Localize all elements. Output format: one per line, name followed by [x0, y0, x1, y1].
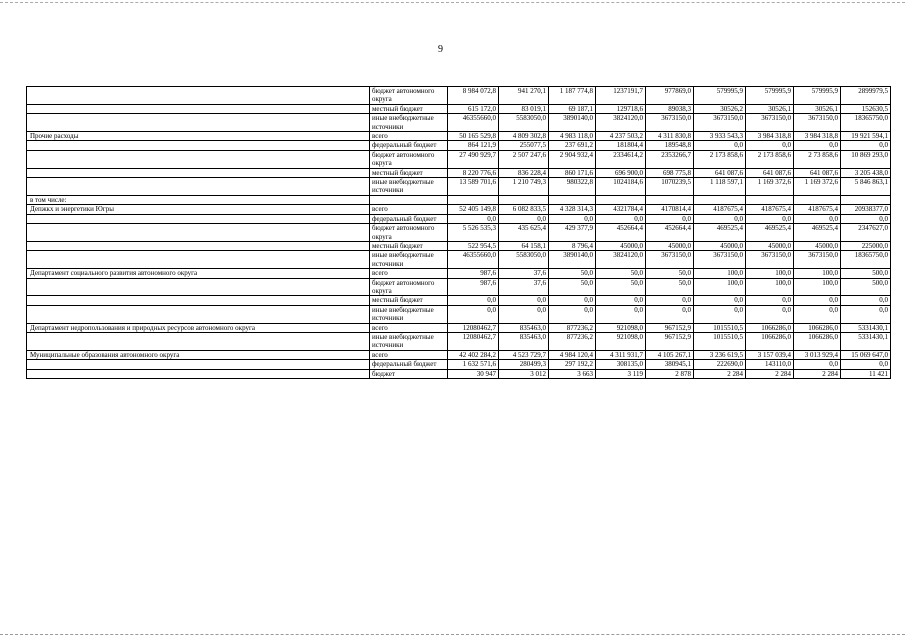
- value-cell: 4 983 118,0: [549, 132, 596, 141]
- value-cell: [596, 195, 646, 204]
- value-cell: 877236,2: [549, 323, 596, 332]
- value-cell: 100,0: [746, 269, 794, 278]
- value-cell: 0,0: [596, 214, 646, 223]
- value-cell: 2 904 932,4: [549, 150, 596, 168]
- value-cell: 977869,0: [646, 87, 694, 105]
- value-cell: 452664,4: [596, 224, 646, 242]
- value-cell: 380945,1: [646, 360, 694, 369]
- table-row: [27, 150, 891, 168]
- value-cell: 0,0: [794, 305, 841, 323]
- value-cell: 4 984 120,4: [549, 350, 596, 359]
- value-cell: 579995,9: [694, 87, 746, 105]
- value-cell: 1 632 571,6: [448, 360, 499, 369]
- value-cell: 0,0: [448, 214, 499, 223]
- table-row: [27, 360, 891, 369]
- value-cell: 30526,1: [746, 104, 794, 113]
- value-cell: 1 187 774,8: [549, 87, 596, 105]
- value-cell: 4 809 302,8: [499, 132, 549, 141]
- funding-source-cell: иные внебюджетные источники: [370, 114, 448, 132]
- value-cell: 46355660,0: [448, 251, 499, 269]
- value-cell: 0,0: [694, 141, 746, 150]
- value-cell: 3673150,0: [794, 114, 841, 132]
- value-cell: 469525,4: [694, 224, 746, 242]
- table-row: [27, 114, 891, 132]
- value-cell: 522 954,5: [448, 241, 499, 250]
- value-cell: 3673150,0: [694, 251, 746, 269]
- value-cell: 280499,3: [499, 360, 549, 369]
- bottom-border-line: [0, 634, 905, 635]
- funding-source-cell: всего: [370, 323, 448, 332]
- row-name-cell: [27, 141, 370, 150]
- row-name-cell: [27, 369, 370, 378]
- value-cell: 1066286,0: [746, 323, 794, 332]
- funding-source-cell: бюджет автономного округа: [370, 87, 448, 105]
- table-row: [27, 332, 891, 350]
- table-row: [27, 104, 891, 113]
- row-name-cell: [27, 251, 370, 269]
- value-cell: 0,0: [694, 296, 746, 305]
- value-cell: 2 173 858,6: [694, 150, 746, 168]
- funding-source-cell: местный бюджет: [370, 241, 448, 250]
- value-cell: 225000,0: [841, 241, 891, 250]
- value-cell: 3890140,0: [549, 114, 596, 132]
- row-name-cell: [27, 87, 370, 105]
- value-cell: 3673150,0: [646, 114, 694, 132]
- value-cell: 435 625,4: [499, 224, 549, 242]
- value-cell: 45000,0: [694, 241, 746, 250]
- value-cell: 615 172,0: [448, 104, 499, 113]
- funding-source-cell: бюджет автономного округа: [370, 150, 448, 168]
- value-cell: 0,0: [549, 305, 596, 323]
- value-cell: 3 984 318,8: [794, 132, 841, 141]
- value-cell: 3 119: [596, 369, 646, 378]
- value-cell: 864 121,9: [448, 141, 499, 150]
- top-border-line: [0, 2, 905, 3]
- table-row: [27, 251, 891, 269]
- funding-source-cell: [370, 195, 448, 204]
- value-cell: 1237191,7: [596, 87, 646, 105]
- value-cell: 89038,3: [646, 104, 694, 113]
- value-cell: 0,0: [694, 214, 746, 223]
- value-cell: 987,6: [448, 278, 499, 296]
- value-cell: 836 228,4: [499, 168, 549, 177]
- value-cell: 1066286,0: [794, 332, 841, 350]
- value-cell: 3 236 619,5: [694, 350, 746, 359]
- value-cell: 4 237 503,2: [596, 132, 646, 141]
- value-cell: 3673150,0: [746, 114, 794, 132]
- value-cell: 5 846 863,1: [841, 178, 891, 196]
- value-cell: 100,0: [746, 278, 794, 296]
- value-cell: 696 900,0: [596, 168, 646, 177]
- value-cell: 0,0: [794, 296, 841, 305]
- value-cell: 52 405 149,8: [448, 205, 499, 214]
- value-cell: 189548,8: [646, 141, 694, 150]
- value-cell: 0,0: [694, 305, 746, 323]
- table-row: [27, 269, 891, 278]
- value-cell: 1 169 372,6: [794, 178, 841, 196]
- value-cell: 8 796,4: [549, 241, 596, 250]
- value-cell: 100,0: [694, 269, 746, 278]
- row-name-cell: Департамент недропользования и природных ресурсов автономного округа: [27, 323, 370, 332]
- funding-source-cell: всего: [370, 205, 448, 214]
- value-cell: 10 869 293,0: [841, 150, 891, 168]
- value-cell: 46355660,0: [448, 114, 499, 132]
- value-cell: 5 526 535,3: [448, 224, 499, 242]
- value-cell: 877236,2: [549, 332, 596, 350]
- value-cell: 0,0: [794, 360, 841, 369]
- value-cell: 987,6: [448, 269, 499, 278]
- value-cell: 30526,1: [794, 104, 841, 113]
- value-cell: 0,0: [499, 296, 549, 305]
- funding-source-cell: местный бюджет: [370, 296, 448, 305]
- value-cell: 0,0: [549, 214, 596, 223]
- value-cell: 0,0: [499, 214, 549, 223]
- value-cell: 1066286,0: [794, 323, 841, 332]
- row-name-cell: [27, 150, 370, 168]
- funding-source-cell: бюджет: [370, 369, 448, 378]
- table-row: [27, 168, 891, 177]
- value-cell: 4 311 931,7: [596, 350, 646, 359]
- value-cell: [448, 195, 499, 204]
- value-cell: 967152,9: [646, 332, 694, 350]
- budget-table: [26, 86, 891, 379]
- value-cell: 50,0: [549, 278, 596, 296]
- value-cell: 8 984 072,8: [448, 87, 499, 105]
- value-cell: 308135,0: [596, 360, 646, 369]
- value-cell: 12080462,7: [448, 323, 499, 332]
- value-cell: 698 775,8: [646, 168, 694, 177]
- value-cell: 579995,9: [746, 87, 794, 105]
- value-cell: 1024184,6: [596, 178, 646, 196]
- funding-source-cell: иные внебюджетные источники: [370, 332, 448, 350]
- value-cell: 100,0: [794, 278, 841, 296]
- funding-source-cell: всего: [370, 269, 448, 278]
- value-cell: 0,0: [499, 305, 549, 323]
- value-cell: [746, 195, 794, 204]
- value-cell: [694, 195, 746, 204]
- value-cell: 45000,0: [596, 241, 646, 250]
- value-cell: 2353266,7: [646, 150, 694, 168]
- value-cell: 0,0: [794, 141, 841, 150]
- value-cell: [499, 195, 549, 204]
- value-cell: 50,0: [549, 269, 596, 278]
- value-cell: 27 490 929,7: [448, 150, 499, 168]
- value-cell: 129718,6: [596, 104, 646, 113]
- table-row: [27, 195, 891, 204]
- value-cell: [841, 195, 891, 204]
- value-cell: 3673150,0: [746, 251, 794, 269]
- value-cell: 4 523 729,7: [499, 350, 549, 359]
- value-cell: 0,0: [794, 214, 841, 223]
- value-cell: 1070239,5: [646, 178, 694, 196]
- value-cell: 50,0: [596, 269, 646, 278]
- value-cell: 4 328 314,3: [549, 205, 596, 214]
- value-cell: 835463,0: [499, 323, 549, 332]
- value-cell: 1 118 597,1: [694, 178, 746, 196]
- value-cell: [549, 195, 596, 204]
- value-cell: 152630,5: [841, 104, 891, 113]
- funding-source-cell: бюджет автономного округа: [370, 278, 448, 296]
- row-name-cell: [27, 241, 370, 250]
- row-name-cell: Муниципальные образования автономного округа: [27, 350, 370, 359]
- value-cell: 45000,0: [646, 241, 694, 250]
- value-cell: 3673150,0: [646, 251, 694, 269]
- funding-source-cell: всего: [370, 132, 448, 141]
- table-row: [27, 178, 891, 196]
- value-cell: 6 082 833,5: [499, 205, 549, 214]
- funding-source-cell: местный бюджет: [370, 104, 448, 113]
- value-cell: 4321784,4: [596, 205, 646, 214]
- funding-source-cell: иные внебюджетные источники: [370, 251, 448, 269]
- table-row: [27, 323, 891, 332]
- value-cell: 237 691,2: [549, 141, 596, 150]
- table-row: [27, 132, 891, 141]
- row-name-cell: [27, 305, 370, 323]
- value-cell: 429 377,9: [549, 224, 596, 242]
- funding-source-cell: федеральный бюджет: [370, 214, 448, 223]
- value-cell: 12080462,7: [448, 332, 499, 350]
- row-name-cell: Депжкх и энергетики Югры: [27, 205, 370, 214]
- value-cell: 5331430,1: [841, 332, 891, 350]
- table-row: [27, 305, 891, 323]
- value-cell: 0,0: [841, 214, 891, 223]
- funding-source-cell: федеральный бюджет: [370, 360, 448, 369]
- table-row: [27, 224, 891, 242]
- value-cell: 255077,5: [499, 141, 549, 150]
- value-cell: 980322,8: [549, 178, 596, 196]
- funding-source-cell: федеральный бюджет: [370, 141, 448, 150]
- value-cell: 2 173 858,6: [746, 150, 794, 168]
- value-cell: 15 069 647,0: [841, 350, 891, 359]
- value-cell: 2347627,0: [841, 224, 891, 242]
- table-row: [27, 241, 891, 250]
- value-cell: 8 220 776,6: [448, 168, 499, 177]
- value-cell: 500,0: [841, 278, 891, 296]
- value-cell: 18365750,0: [841, 114, 891, 132]
- value-cell: 921098,0: [596, 332, 646, 350]
- table-row: [27, 369, 891, 378]
- value-cell: 19 921 594,1: [841, 132, 891, 141]
- value-cell: 0,0: [646, 305, 694, 323]
- value-cell: 500,0: [841, 269, 891, 278]
- row-name-cell: [27, 360, 370, 369]
- value-cell: 941 270,1: [499, 87, 549, 105]
- value-cell: 2 73 858,6: [794, 150, 841, 168]
- value-cell: 83 019,1: [499, 104, 549, 113]
- value-cell: 30526,2: [694, 104, 746, 113]
- value-cell: 3673150,0: [694, 114, 746, 132]
- value-cell: 3673150,0: [794, 251, 841, 269]
- value-cell: 835463,0: [499, 332, 549, 350]
- value-cell: 100,0: [694, 278, 746, 296]
- value-cell: 181804,4: [596, 141, 646, 150]
- value-cell: 4 105 267,1: [646, 350, 694, 359]
- value-cell: 641 087,6: [746, 168, 794, 177]
- value-cell: 64 158,1: [499, 241, 549, 250]
- value-cell: 3 984 318,8: [746, 132, 794, 141]
- value-cell: 0,0: [448, 296, 499, 305]
- value-cell: 2 878: [646, 369, 694, 378]
- value-cell: 0,0: [646, 296, 694, 305]
- table-row: [27, 214, 891, 223]
- value-cell: 5583050,0: [499, 251, 549, 269]
- value-cell: 2 507 247,6: [499, 150, 549, 168]
- budget-table-body: [27, 87, 891, 379]
- value-cell: 3 157 039,4: [746, 350, 794, 359]
- value-cell: 0,0: [746, 141, 794, 150]
- value-cell: 37,6: [499, 278, 549, 296]
- row-name-cell: Прочие расходы: [27, 132, 370, 141]
- table-row: [27, 205, 891, 214]
- value-cell: 50,0: [646, 269, 694, 278]
- value-cell: 1066286,0: [746, 332, 794, 350]
- table-row: [27, 87, 891, 105]
- value-cell: 2899979,5: [841, 87, 891, 105]
- row-name-cell: в том числе:: [27, 195, 370, 204]
- value-cell: 100,0: [794, 269, 841, 278]
- value-cell: 20938377,0: [841, 205, 891, 214]
- value-cell: 50,0: [596, 278, 646, 296]
- value-cell: 42 402 284,2: [448, 350, 499, 359]
- value-cell: 45000,0: [746, 241, 794, 250]
- value-cell: 222690,0: [694, 360, 746, 369]
- value-cell: 5331430,1: [841, 323, 891, 332]
- row-name-cell: [27, 224, 370, 242]
- value-cell: 1015510,5: [694, 332, 746, 350]
- value-cell: 4187675,4: [746, 205, 794, 214]
- row-name-cell: [27, 104, 370, 113]
- page-number: 9: [438, 44, 443, 55]
- value-cell: 0,0: [746, 296, 794, 305]
- table-row: [27, 141, 891, 150]
- value-cell: 579995,9: [794, 87, 841, 105]
- value-cell: 0,0: [841, 360, 891, 369]
- value-cell: 143110,0: [746, 360, 794, 369]
- value-cell: 3 013 929,4: [794, 350, 841, 359]
- row-name-cell: [27, 332, 370, 350]
- value-cell: 37,6: [499, 269, 549, 278]
- row-name-cell: Департамент социального развития автономного округа: [27, 269, 370, 278]
- funding-source-cell: иные внебюджетные источники: [370, 178, 448, 196]
- funding-source-cell: бюджет автономного округа: [370, 224, 448, 242]
- value-cell: 1 210 749,3: [499, 178, 549, 196]
- value-cell: 4187675,4: [794, 205, 841, 214]
- value-cell: 0,0: [646, 214, 694, 223]
- value-cell: 967152,9: [646, 323, 694, 332]
- row-name-cell: [27, 168, 370, 177]
- value-cell: 50,0: [646, 278, 694, 296]
- value-cell: 50 165 529,8: [448, 132, 499, 141]
- value-cell: 3 663: [549, 369, 596, 378]
- value-cell: [794, 195, 841, 204]
- value-cell: 1015510,5: [694, 323, 746, 332]
- row-name-cell: [27, 214, 370, 223]
- value-cell: 0,0: [841, 296, 891, 305]
- value-cell: 469525,4: [746, 224, 794, 242]
- value-cell: 2 284: [794, 369, 841, 378]
- value-cell: 30 947: [448, 369, 499, 378]
- value-cell: 0,0: [448, 305, 499, 323]
- value-cell: 3 205 438,0: [841, 168, 891, 177]
- value-cell: 0,0: [841, 305, 891, 323]
- funding-source-cell: всего: [370, 350, 448, 359]
- value-cell: 3 012: [499, 369, 549, 378]
- value-cell: 1 169 372,6: [746, 178, 794, 196]
- value-cell: 45000,0: [794, 241, 841, 250]
- funding-source-cell: местный бюджет: [370, 168, 448, 177]
- table-row: [27, 296, 891, 305]
- value-cell: 3 933 543,3: [694, 132, 746, 141]
- value-cell: 13 589 701,6: [448, 178, 499, 196]
- value-cell: 2 284: [746, 369, 794, 378]
- value-cell: 2334614,2: [596, 150, 646, 168]
- value-cell: 297 192,2: [549, 360, 596, 369]
- value-cell: 4 311 830,8: [646, 132, 694, 141]
- value-cell: 3824120,0: [596, 251, 646, 269]
- value-cell: 5583050,0: [499, 114, 549, 132]
- value-cell: 3890140,0: [549, 251, 596, 269]
- value-cell: 4170814,4: [646, 205, 694, 214]
- value-cell: 641 087,6: [794, 168, 841, 177]
- value-cell: 641 087,6: [694, 168, 746, 177]
- row-name-cell: [27, 278, 370, 296]
- value-cell: 0,0: [596, 296, 646, 305]
- value-cell: 0,0: [746, 214, 794, 223]
- value-cell: 2 284: [694, 369, 746, 378]
- value-cell: 860 171,6: [549, 168, 596, 177]
- row-name-cell: [27, 178, 370, 196]
- value-cell: 4187675,4: [694, 205, 746, 214]
- value-cell: 0,0: [841, 141, 891, 150]
- funding-source-cell: иные внебюджетные источники: [370, 305, 448, 323]
- table-row: [27, 278, 891, 296]
- value-cell: 921098,0: [596, 323, 646, 332]
- table-row: [27, 350, 891, 359]
- value-cell: 0,0: [549, 296, 596, 305]
- value-cell: 69 187,1: [549, 104, 596, 113]
- value-cell: 18365750,0: [841, 251, 891, 269]
- value-cell: 3824120,0: [596, 114, 646, 132]
- value-cell: [646, 195, 694, 204]
- row-name-cell: [27, 114, 370, 132]
- value-cell: 11 421: [841, 369, 891, 378]
- value-cell: 0,0: [746, 305, 794, 323]
- row-name-cell: [27, 296, 370, 305]
- value-cell: 469525,4: [794, 224, 841, 242]
- value-cell: 452664,4: [646, 224, 694, 242]
- value-cell: 0,0: [596, 305, 646, 323]
